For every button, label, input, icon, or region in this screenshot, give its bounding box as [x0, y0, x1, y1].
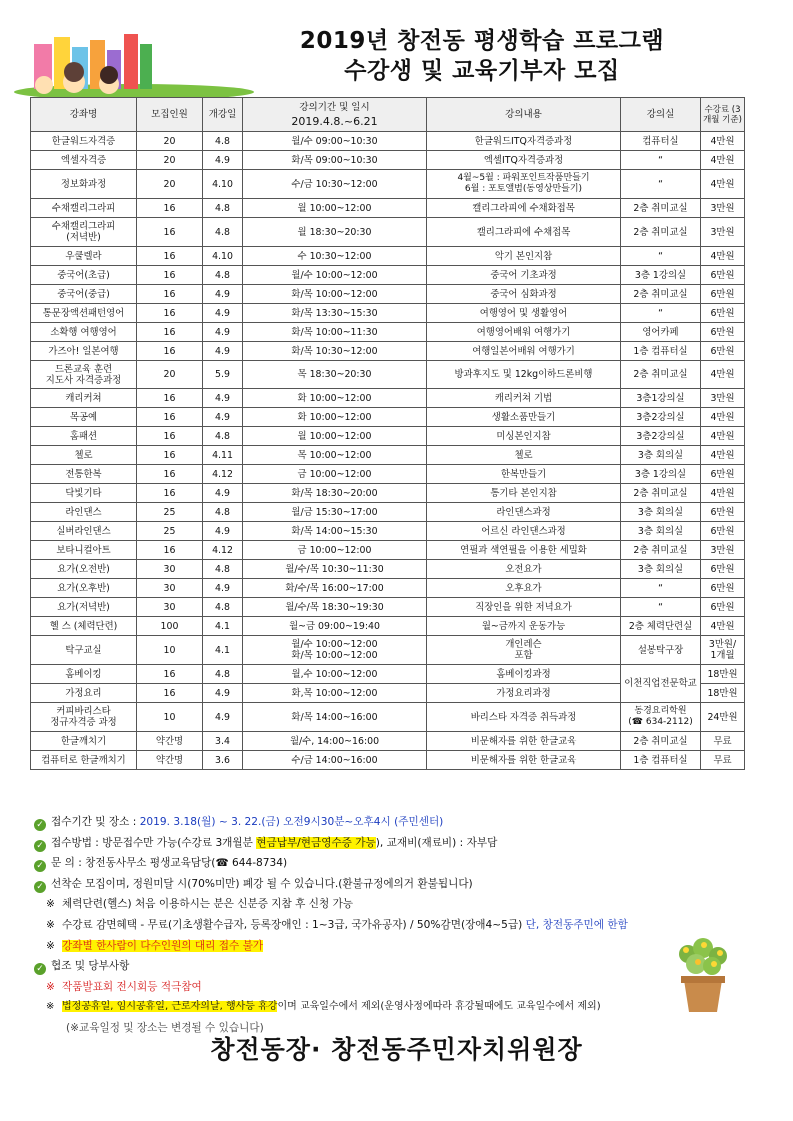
content-cell: 캘리그라피에 수채접목: [427, 218, 621, 247]
start-date-cell: 4.9: [203, 484, 243, 503]
table-row: [31, 389, 745, 408]
start-date-cell: 4.8: [203, 598, 243, 617]
reference-mark: ※: [46, 980, 55, 993]
start-date-cell: 4.8: [203, 218, 243, 247]
fee-cell: 6만원: [701, 503, 745, 522]
course-cell: 가정요리: [31, 684, 137, 703]
table-row: [31, 541, 745, 560]
fee-cell: 6만원: [701, 323, 745, 342]
table-row: [31, 598, 745, 617]
capacity-cell: 16: [137, 323, 203, 342]
schedule-cell: 화,목 10:00~12:00: [243, 684, 427, 703]
proxy-text: 강좌별 한사람이 다수인원의 대리 접수 불가: [62, 939, 264, 952]
course-cell: 닥빛기타: [31, 484, 137, 503]
signature: 창전동장· 창전동주민자치위원장: [210, 1035, 583, 1064]
start-date-cell: 5.9: [203, 361, 243, 389]
start-date-cell: 3.6: [203, 751, 243, 770]
schedule-cell: 목 10:00~12:00: [243, 446, 427, 465]
content-cell: 비문해자를 위한 한글교육: [427, 732, 621, 751]
schedule-cell: 월 18:30~20:30: [243, 218, 427, 247]
capacity-cell: 30: [137, 579, 203, 598]
room-cell: 2층 취미교실: [621, 199, 701, 218]
room-cell: 1층 컴퓨터실: [621, 342, 701, 361]
schedule-cell: 화/목 18:30~20:00: [243, 484, 427, 503]
course-cell: 중국어(중급): [31, 285, 137, 304]
content-cell: 바리스타 자격증 취득과정: [427, 703, 621, 732]
header-period-bottom: 2019.4.8.~6.21: [291, 115, 378, 128]
capacity-cell: 16: [137, 304, 203, 323]
start-date-cell: 3.4: [203, 732, 243, 751]
fee-cell: 3만원: [701, 218, 745, 247]
content-cell: 월~금까지 운동가능: [427, 617, 621, 636]
start-date-cell: 4.8: [203, 266, 243, 285]
room-cell: 영어카페: [621, 323, 701, 342]
note-proxy: [34, 936, 754, 957]
room-cell: 이천직업전문학교: [621, 665, 701, 703]
capacity-cell: 16: [137, 342, 203, 361]
course-cell: 라인댄스: [31, 503, 137, 522]
table-row: [31, 751, 745, 770]
course-cell: 탁구교실: [31, 636, 137, 665]
header-course: 강좌명: [31, 98, 137, 132]
room-cell: 3층2강의실: [621, 427, 701, 446]
note-holiday: [34, 997, 754, 1018]
course-cell: 캐리커쳐: [31, 389, 137, 408]
note-contact: [34, 853, 754, 874]
schedule-cell: 화/목 14:00~15:30: [243, 522, 427, 541]
coop-text: 협조 및 당부사항: [51, 960, 130, 973]
reference-mark: ※: [46, 918, 55, 931]
title-line-1: 2019년 창전동 평생학습 프로그램: [299, 28, 665, 54]
capacity-cell: 16: [137, 465, 203, 484]
table-row: [31, 446, 745, 465]
content-cell: 캘리그라피에 수채화접목: [427, 199, 621, 218]
schedule-cell: 금 10:00~12:00: [243, 465, 427, 484]
content-cell: 가정요리과정: [427, 684, 621, 703]
header-fee: 수강료 (3개월 기준): [701, 98, 745, 132]
content-cell: 중국어 기초과정: [427, 266, 621, 285]
schedule-cell: 월/수 10:00~12:00 화/목 10:00~12:00: [243, 636, 427, 665]
table-row: [31, 465, 745, 484]
capacity-cell: 10: [137, 636, 203, 665]
content-cell: 생활소품만들기: [427, 408, 621, 427]
content-cell: 악기 본인지참: [427, 247, 621, 266]
check-icon: ✓: [34, 840, 46, 852]
room-cell: “: [621, 598, 701, 617]
schedule-cell: 월/수, 14:00~16:00: [243, 732, 427, 751]
start-date-cell: 4.10: [203, 247, 243, 266]
room-cell: 2층 체력단련실: [621, 617, 701, 636]
fee-cell: 6만원: [701, 285, 745, 304]
contact-text: 문 의 : 창전동사무소 평생교육담당(☎ 644-8734): [51, 857, 288, 870]
course-cell: 보타니컬아트: [31, 541, 137, 560]
holiday-tail: 이며 교육일수에서 제외(운영사정에따라 휴강될때에도 교육일수에서 제외): [277, 1001, 601, 1013]
room-cell: “: [621, 151, 701, 170]
content-cell: 중국어 심화과정: [427, 285, 621, 304]
content-cell: 오전요가: [427, 560, 621, 579]
reference-mark: ※: [46, 898, 55, 911]
fee-cell: 6만원: [701, 465, 745, 484]
start-date-cell: 4.8: [203, 560, 243, 579]
capacity-cell: 16: [137, 218, 203, 247]
table-row: [31, 427, 745, 446]
fitness-text: 체력단련(헬스) 처음 이용하시는 분은 신분증 지참 후 신청 가능: [62, 898, 354, 911]
room-cell: 2층 취미교실: [621, 484, 701, 503]
note-coop: [34, 956, 754, 977]
capacity-cell: 20: [137, 361, 203, 389]
room-cell: 3층 1강의실: [621, 266, 701, 285]
schedule-cell: 화/목 10:00~12:00: [243, 285, 427, 304]
fee-cell: 18만원: [701, 665, 745, 684]
schedule-cell: 월/수/목 10:30~11:30: [243, 560, 427, 579]
table-row: [31, 247, 745, 266]
start-date-cell: 4.8: [203, 665, 243, 684]
room-cell: 2층 취미교실: [621, 218, 701, 247]
discount-text: 수강료 감면혜택 - 무료(기초생활수급자, 등록장애인 : 1~3급, 국가유공자) / 50%감면(장애4~5급): [62, 918, 523, 931]
start-date-cell: 4.1: [203, 636, 243, 665]
schedule-cell: 월/수 10:00~12:00: [243, 266, 427, 285]
room-cell: “: [621, 170, 701, 199]
capacity-cell: 16: [137, 408, 203, 427]
course-cell: 컴퓨터로 한글깨치기: [31, 751, 137, 770]
table-row: [31, 617, 745, 636]
capacity-cell: 30: [137, 560, 203, 579]
schedule-cell: 월/수 09:00~10:30: [243, 132, 427, 151]
schedule-cell: 화 10:00~12:00: [243, 389, 427, 408]
room-cell: 2층 취미교실: [621, 732, 701, 751]
course-cell: 요가(오전반): [31, 560, 137, 579]
table-row: [31, 732, 745, 751]
fee-cell: 4만원: [701, 361, 745, 389]
content-cell: 통기타 본인지참: [427, 484, 621, 503]
course-cell: 한글워드자격증: [31, 132, 137, 151]
start-date-cell: 4.9: [203, 389, 243, 408]
start-date-cell: 4.9: [203, 342, 243, 361]
capacity-cell: 16: [137, 684, 203, 703]
method-label: 접수방법 : 방문접수만 가능(수강료 3개월분: [51, 836, 257, 849]
schedule-cell: 월/수/목 18:30~19:30: [243, 598, 427, 617]
course-cell: 가즈아! 일본여행: [31, 342, 137, 361]
schedule-cell: 월,수 10:00~12:00: [243, 665, 427, 684]
start-date-cell: 4.9: [203, 151, 243, 170]
note-discount: [34, 915, 754, 936]
course-cell: 수채캘리그라피: [31, 199, 137, 218]
check-icon: ✓: [34, 881, 46, 893]
capacity-cell: 16: [137, 199, 203, 218]
discount-resident: 단, 창전동주민에 한함: [522, 918, 628, 931]
capacity-cell: 20: [137, 151, 203, 170]
fee-cell: 3만원: [701, 541, 745, 560]
room-cell: 3층2강의실: [621, 408, 701, 427]
fee-cell: 3만원: [701, 389, 745, 408]
table-row: [31, 522, 745, 541]
start-date-cell: 4.1: [203, 617, 243, 636]
start-date-cell: 4.11: [203, 446, 243, 465]
program-table: [30, 97, 745, 770]
fee-cell: 18만원: [701, 684, 745, 703]
room-cell: “: [621, 579, 701, 598]
children-illustration: [14, 22, 274, 102]
note-method: [34, 833, 754, 854]
fee-cell: 4만원: [701, 446, 745, 465]
room-cell: 1층 컴퓨터실: [621, 751, 701, 770]
course-cell: 커피바리스타 정규자격증 과정: [31, 703, 137, 732]
capacity-cell: 100: [137, 617, 203, 636]
course-cell: 우쿨렐라: [31, 247, 137, 266]
content-cell: 엑셀ITQ자격증과정: [427, 151, 621, 170]
schedule-cell: 화/목 13:30~15:30: [243, 304, 427, 323]
course-cell: 드론교육 훈련 지도사 자격증과정: [31, 361, 137, 389]
course-cell: 요가(저녁반): [31, 598, 137, 617]
course-cell: 소확행 여행영어: [31, 323, 137, 342]
capacity-cell: 16: [137, 427, 203, 446]
content-cell: 오후요가: [427, 579, 621, 598]
fee-cell: 6만원: [701, 579, 745, 598]
room-cell: 3층 회의실: [621, 522, 701, 541]
content-cell: 홈베이킹과정: [427, 665, 621, 684]
header-content: 강의내용: [427, 98, 621, 132]
fee-cell: 6만원: [701, 342, 745, 361]
start-date-cell: 4.12: [203, 541, 243, 560]
page-title: [262, 26, 702, 86]
content-cell: 여행일본어배워 여행가기: [427, 342, 621, 361]
course-cell: 실버라인댄스: [31, 522, 137, 541]
start-date-cell: 4.8: [203, 132, 243, 151]
schedule-cell: 수/금 10:30~12:00: [243, 170, 427, 199]
content-cell: 직장인을 위한 저녁요가: [427, 598, 621, 617]
content-cell: 연필과 색연필을 이용한 세밀화: [427, 541, 621, 560]
holiday-highlight: 법정공휴일, 임시공휴일, 근로자의날, 행사등 휴강: [62, 1001, 278, 1013]
capacity-cell: 16: [137, 285, 203, 304]
table-row: [31, 132, 745, 151]
course-cell: 홈패션: [31, 427, 137, 446]
note-exhibition: [34, 977, 754, 998]
content-cell: 개인레슨 포함: [427, 636, 621, 665]
capacity-cell: 16: [137, 247, 203, 266]
content-cell: 한복만들기: [427, 465, 621, 484]
capacity-cell: 약간명: [137, 751, 203, 770]
notes-section: [34, 812, 754, 1039]
header-capacity: 모집인원: [137, 98, 203, 132]
content-cell: 여행영어배워 여행가기: [427, 323, 621, 342]
schedule-cell: 수/금 14:00~16:00: [243, 751, 427, 770]
reference-mark: ※: [46, 939, 55, 952]
capacity-cell: 20: [137, 170, 203, 199]
content-cell: 미싱본인지참: [427, 427, 621, 446]
title-line-2: 수강생 및 교육기부자 모집: [344, 58, 620, 84]
table-row: [31, 218, 745, 247]
header-period-top: 강의기간 및 일시: [299, 102, 370, 113]
first-come-text: 선착순 모집이며, 정원미달 시(70%미만) 폐강 될 수 있습니다.(환불규정에의거 환불됩니다): [51, 877, 473, 890]
table-row: [31, 636, 745, 665]
capacity-cell: 10: [137, 703, 203, 732]
fee-cell: 무료: [701, 751, 745, 770]
room-cell: “: [621, 247, 701, 266]
header-room: 강의실: [621, 98, 701, 132]
content-cell: 첼로: [427, 446, 621, 465]
check-icon: ✓: [34, 860, 46, 872]
schedule-cell: 화/목 14:00~16:00: [243, 703, 427, 732]
fee-cell: 6만원: [701, 304, 745, 323]
room-cell: 2층 취미교실: [621, 541, 701, 560]
schedule-cell: 화/목 09:00~10:30: [243, 151, 427, 170]
fee-cell: 4만원: [701, 247, 745, 266]
start-date-cell: 4.9: [203, 285, 243, 304]
fee-cell: 4만원: [701, 484, 745, 503]
fee-cell: 4만원: [701, 427, 745, 446]
table-row: [31, 560, 745, 579]
table-row: [31, 170, 745, 199]
table-row: [31, 151, 745, 170]
capacity-cell: 16: [137, 665, 203, 684]
course-cell: 목공예: [31, 408, 137, 427]
note-period: [34, 812, 754, 833]
table-row: [31, 342, 745, 361]
course-cell: 홈베이킹: [31, 665, 137, 684]
table-row: [31, 579, 745, 598]
table-row: [31, 665, 745, 684]
content-cell: 캐리커쳐 기법: [427, 389, 621, 408]
course-cell: 정보화과정: [31, 170, 137, 199]
schedule-cell: 월 10:00~12:00: [243, 199, 427, 218]
start-date-cell: 4.8: [203, 427, 243, 446]
room-cell: 3층 1강의실: [621, 465, 701, 484]
fee-cell: 6만원: [701, 560, 745, 579]
method-tail: ), 교재비(재료비) : 자부담: [375, 836, 498, 849]
fee-cell: 24만원: [701, 703, 745, 732]
schedule-cell: 화/목 10:30~12:00: [243, 342, 427, 361]
course-cell: 중국어(초급): [31, 266, 137, 285]
table-row: [31, 484, 745, 503]
start-date-cell: 4.8: [203, 199, 243, 218]
fee-cell: 무료: [701, 732, 745, 751]
course-cell: 엑셀자격증: [31, 151, 137, 170]
check-icon: ✓: [34, 963, 46, 975]
capacity-cell: 약간명: [137, 732, 203, 751]
room-cell: 동경요리학원 (☎ 634-2112): [621, 703, 701, 732]
start-date-cell: 4.9: [203, 579, 243, 598]
content-cell: 여행영어 및 생활영어: [427, 304, 621, 323]
table-row: [31, 304, 745, 323]
room-cell: 3층 회의실: [621, 446, 701, 465]
table-row: [31, 361, 745, 389]
room-cell: 3층 회의실: [621, 503, 701, 522]
schedule-cell: 화/목 10:00~11:30: [243, 323, 427, 342]
note-first-come: [34, 874, 754, 895]
content-cell: 한글워드ITQ자격증과정: [427, 132, 621, 151]
table-row: [31, 266, 745, 285]
course-cell: 수채캘리그라피 (저녁반): [31, 218, 137, 247]
room-cell: “: [621, 304, 701, 323]
content-cell: 4월~5월 : 파워포인트작품만들기 6월 : 포토앨범(동영상만들기): [427, 170, 621, 199]
exhibition-text: 작품발표회 전시회등 적극참여: [62, 980, 202, 993]
fee-cell: 6만원: [701, 522, 745, 541]
fee-cell: 6만원: [701, 266, 745, 285]
capacity-cell: 25: [137, 503, 203, 522]
capacity-cell: 16: [137, 266, 203, 285]
flower-pot-illustration: [668, 936, 738, 1016]
course-cell: 한글깨치기: [31, 732, 137, 751]
content-cell: 어르신 라인댄스과정: [427, 522, 621, 541]
note-fitness: [34, 894, 754, 915]
course-cell: 요가(오후반): [31, 579, 137, 598]
content-cell: 비문해자를 위한 한글교육: [427, 751, 621, 770]
header-period: [243, 98, 427, 132]
fee-cell: 4만원: [701, 170, 745, 199]
period-value: 2019. 3.18(월) ~ 3. 22.(금) 오전9시30분~오후4시 (주민센터): [139, 816, 444, 828]
header-start: 개강일: [203, 98, 243, 132]
capacity-cell: 16: [137, 446, 203, 465]
schedule-cell: 화/수/목 16:00~17:00: [243, 579, 427, 598]
room-cell: 설봉탁구장: [621, 636, 701, 665]
start-date-cell: 4.9: [203, 323, 243, 342]
fee-cell: 6만원: [701, 598, 745, 617]
schedule-cell: 수 10:30~12:00: [243, 247, 427, 266]
schedule-cell: 월/금 15:30~17:00: [243, 503, 427, 522]
fee-cell: 3만원: [701, 199, 745, 218]
course-cell: 헬 스 (체력단련): [31, 617, 137, 636]
capacity-cell: 30: [137, 598, 203, 617]
table-row: [31, 503, 745, 522]
capacity-cell: 16: [137, 541, 203, 560]
period-label: 접수기간 및 장소 :: [51, 816, 140, 828]
fee-cell: 3만원/ 1개월: [701, 636, 745, 665]
course-cell: 전통한복: [31, 465, 137, 484]
table-row: [31, 285, 745, 304]
fee-cell: 4만원: [701, 151, 745, 170]
content-cell: 방과후지도 및 12kg이하드론비행: [427, 361, 621, 389]
start-date-cell: 4.10: [203, 170, 243, 199]
capacity-cell: 16: [137, 389, 203, 408]
room-cell: 2층 취미교실: [621, 361, 701, 389]
table-row: [31, 408, 745, 427]
start-date-cell: 4.9: [203, 522, 243, 541]
start-date-cell: 4.9: [203, 408, 243, 427]
table-row: [31, 323, 745, 342]
change-text: (※교육일정 및 장소는 변경될 수 있습니다): [66, 1021, 264, 1034]
start-date-cell: 4.12: [203, 465, 243, 484]
table-row: [31, 199, 745, 218]
reference-mark: ※: [46, 1001, 55, 1013]
schedule-cell: 월 10:00~12:00: [243, 427, 427, 446]
room-cell: 컴퓨터실: [621, 132, 701, 151]
schedule-cell: 목 18:30~20:30: [243, 361, 427, 389]
start-date-cell: 4.8: [203, 503, 243, 522]
course-cell: 첼로: [31, 446, 137, 465]
course-cell: 통문장액션패턴영어: [31, 304, 137, 323]
room-cell: 2층 취미교실: [621, 285, 701, 304]
method-highlight: 현금납부/현금영수증 가능: [256, 836, 376, 849]
capacity-cell: 20: [137, 132, 203, 151]
schedule-cell: 월~금 09:00~19:40: [243, 617, 427, 636]
start-date-cell: 4.9: [203, 703, 243, 732]
fee-cell: 4만원: [701, 408, 745, 427]
check-icon: ✓: [34, 819, 46, 831]
schedule-cell: 금 10:00~12:00: [243, 541, 427, 560]
fee-cell: 4만원: [701, 132, 745, 151]
schedule-cell: 화 10:00~12:00: [243, 408, 427, 427]
capacity-cell: 25: [137, 522, 203, 541]
start-date-cell: 4.9: [203, 304, 243, 323]
table-row: [31, 703, 745, 732]
content-cell: 라인댄스과정: [427, 503, 621, 522]
room-cell: 3층 회의실: [621, 560, 701, 579]
capacity-cell: 16: [137, 484, 203, 503]
start-date-cell: 4.9: [203, 684, 243, 703]
room-cell: 3층1강의실: [621, 389, 701, 408]
fee-cell: 4만원: [701, 617, 745, 636]
